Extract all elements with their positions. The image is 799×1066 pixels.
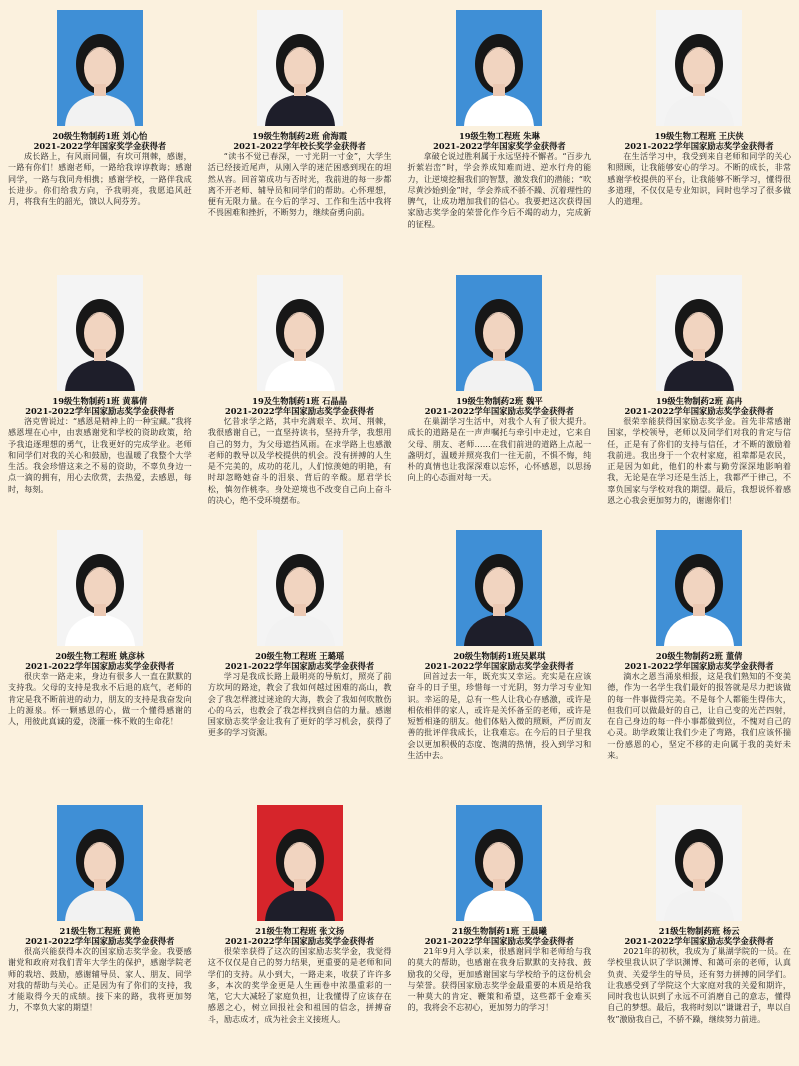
student-name: 19级生物制药2班 魏平 <box>456 396 543 406</box>
student-photo-11 <box>456 530 542 646</box>
student-award: 2021-2022学年国家励志奖学金获得者 <box>624 406 774 416</box>
student-award: 2021-2022学年国家励志奖学金获得者 <box>225 661 375 671</box>
student-award: 2021-2022学年国家励志奖学金获得者 <box>25 661 175 671</box>
student-photo-5 <box>57 275 143 391</box>
student-award: 2021-2022学年国家奖学金获得者 <box>33 141 167 151</box>
student-award: 2021-2022学年国家励志奖学金获得者 <box>624 936 774 946</box>
student-statement: 很高兴能获得本次的国家励志奖学金。我要感谢党和政府对我们青年大学生的保护，感谢学院老师的栽培、鼓励，感谢辅导员、家人、朋友、同学对我的帮助与关心。正是因为有了你们的支持，我才能取得今天的成绩。接下来的路，我将更加努力，不辜负大家的期望！ <box>8 946 192 1013</box>
student-award: 2021-2022学年国家励志奖学金获得者 <box>424 936 574 946</box>
student-photo-15 <box>456 805 542 921</box>
student-name: 20级生物制药2班 董倩 <box>655 651 743 661</box>
student-name: 19级生物制药2班 高冉 <box>655 396 743 406</box>
student-statement: 洛克曾说过：“感恩是精神上的一种宝藏。”我将感恩埋在心中，由衷感谢党和学校的资助政策，给予我追逐理想的勇气，让我更好的完成学业。老师和同学们对我的关心和鼓励，也温暖了我整个大学生活。我会珍惜这来之不易的资助，不辜负身边一点一滴的拥有，用心去欣赏，去热爱，去感恩，每时，每刻。 <box>8 416 192 494</box>
student-name: 20级生物制药1班 刘心怡 <box>52 131 148 141</box>
student-statement: 忆昔求学之路，其中充满艰辛、坎坷、荆棘，我很感谢自己，一直坚持读书，坚持升学，我想用自己的努力，为父母遮挡风雨。在求学路上也感激老师的教导以及学校提供的机会。没有拼搏的人生是不完美的，成功的花儿，人们惊羡她的明艳，有时却忽略她奋斗的泪泉、背后的辛酸。愿君学长松，慎勿作桃李。身处逆境也不改变自己向上奋斗的决心，绝不受环境摆布。 <box>207 416 392 506</box>
student-award: 2021-2022学年校长奖学金获得者 <box>233 141 366 151</box>
student-photo-2 <box>257 10 343 126</box>
student-photo-8 <box>656 275 742 391</box>
student-card <box>200 795 400 1066</box>
student-award: 2021-2022学年国家励志奖学金获得者 <box>25 406 175 416</box>
student-card <box>599 265 799 520</box>
student-statement: 回首过去一年，既充实又幸运。充实是在应该奋斗的日子里，珍惜每一寸光阴，努力学习专业知识。幸运的是，总有一些人让我心存感激，或许是相依相伴的家人，或许是关怀备至的老师，或许是短暂相逢的朋友。他们体贴入微的照顾，严厉而友善的批评伴我成长，让我难忘。在今后的日子里我会以更加积极的态度、饱满的热情，投入到学习和生活中去。 <box>407 671 592 761</box>
student-statement: 21年9月入学以来，很感谢同学和老师给与我的莫大的帮助，也感谢在我身后默默的支持我、鼓励我的父母，更加感谢国家与学校给予的这份机会与荣誉。获得国家励志奖学金最重要的本质是给我一种莫大的肯定、鞭策和希望，这些都千金难买的，我将会不忘初心，更加努力的学习！ <box>407 946 592 1013</box>
student-card <box>400 0 600 265</box>
student-photo-3 <box>456 10 542 126</box>
student-award: 2021-2022学年国家励志奖学金获得者 <box>424 661 574 671</box>
student-card <box>400 795 600 1066</box>
student-statement: 在巢湖学习生活中，对我个人有了很大提升。成长的道路是在一声声嘱托与牵引中走过，它来自父母、朋友、老师……在我们前进的道路上点起一盏明灯，温暖并照亮我们一往无前，不惧不悔，纯朴的真情也让我深深难以忘怀，心怀感恩，以思扬向上的心态面对每一天。 <box>407 416 592 483</box>
student-award: 2021-2022学年国家励志奖学金获得者 <box>624 661 774 671</box>
student-name: 20级生物工程班 姚彦林 <box>55 651 145 661</box>
student-photo-4 <box>656 10 742 126</box>
student-statement: 拿破仑说过胜利属于永远坚持不懈者。“百步九折萦岩峦”时，学会养成知难而进、逆水行舟的能力，让逆境挖掘我们的智慧，激发我们的潜能；“吹尽黄沙始到金”时，学会养成不骄不躁、沉着理性的脾气，让成功增加我们的信心。我要把这次获得国家励志奖学金的荣誉化作今后不竭的动力，完成新的征程。 <box>407 151 592 229</box>
student-statement: 很庆幸一路走来，身边有很多人一直在默默的支持我。父母的支持是我永不后退的底气，老师的肯定是我不断前进的动力，朋友的支持是我奋发向上的源泉。怀一颗感恩的心，做一个懂得感谢的人，用彼此真诚的爱，浇灌一株不败的生命花！ <box>8 671 192 727</box>
student-name: 19级生物制药2班 俞海霞 <box>252 131 348 141</box>
student-name: 21级生物工程班 张文扬 <box>255 926 345 936</box>
student-card <box>0 265 200 520</box>
student-statement: 成长路上，有风雨同僵，有坎可荆棘，感谢，一路有你们！感谢老师，一路给我谆谆教诲；感谢同学，一路与我同舟相携；感谢学校，一路伴我成长进步。你们给我方向，予我明亮，我愿追风赶月，将我有生的韶光，馈以人间芬芳。 <box>8 151 192 207</box>
student-photo-13 <box>57 805 143 921</box>
student-award: 2021-2022学年国家奖学金获得者 <box>433 141 566 151</box>
student-card <box>0 0 200 265</box>
student-photo-7 <box>456 275 542 391</box>
student-card <box>400 265 600 520</box>
student-photo-6 <box>257 275 343 391</box>
student-card <box>200 0 400 265</box>
student-name: 21级生物制药1班 王晨曦 <box>451 926 547 936</box>
student-photo-1 <box>57 10 143 126</box>
student-statement: 很荣幸获得了这次的国家励志奖学金，我觉得这不仅仅是自己的努力结果，更重要的是老师和同学们的支持。从小到大，一路走来，收获了许许多多，本次的奖学金更是人生画卷中浓墨重彩的一笔，它大大减轻了家庭负担，让我懂得了应该存在感恩之心，树立回报社会和祖国的信念，拼搏奋斗，励志成才，成为社会主义接班人。 <box>207 946 392 1024</box>
student-name: 20级生物工程班 王璐瑶 <box>255 651 345 661</box>
student-card <box>0 520 200 795</box>
student-name: 21级生物制药班 杨云 <box>658 926 740 936</box>
student-name: 20级生物制药1班吴累琪 <box>453 651 546 661</box>
student-card <box>599 520 799 795</box>
student-photo-9 <box>57 530 143 646</box>
student-card <box>200 520 400 795</box>
student-photo-16 <box>656 805 742 921</box>
student-statement: 在生活学习中，我受到来自老师和同学的关心和照顾，让我能够安心的学习。不断的成长，非常感谢学校提供的平台，让我能够不断学习，懂得很多道理，不仅仅是专业知识，同时也学习了很多做人的道理。 <box>607 151 791 207</box>
student-statement: 2021年的初秋，我成为了巢湖学院的一员。在学校里我认识了学识渊博、和蔼可亲的老师，认真负责、关爱学生的导员，还有努力拼搏的同学们。让我感受到了学院这个大家庭对我的关爱和期许，同时我也认识到了永远不可消磨自己的意志，懂得自己的梦想。最后，我将时刻以“谦谦君子，卑以自牧”激励我自己，不骄不躁，继续努力前进。 <box>607 946 791 1024</box>
student-card <box>599 0 799 265</box>
student-name: 19级生物制药1班 黄慕倩 <box>52 396 148 406</box>
student-photo-12 <box>656 530 742 646</box>
student-photo-14 <box>257 805 343 921</box>
student-name: 21级生物工程班 黄艳 <box>59 926 141 936</box>
student-card <box>0 795 200 1066</box>
student-statement: 滴水之恩当涌泉相报，这是我们熟知的不变美德，作为一名学生我们最好的报答就是尽力把该做的每一件事做得完美。不是每个人都能生得伟大，但我们可以做最好的自己，让自己变的光芒四射，在自己身边的每一件小事都做到位，不愧对自己的心灵。助学政策让我们少走了弯路，我们应该怀揣一份感恩的心，坚定不移的走向属于我的美好未来。 <box>607 671 791 761</box>
student-name: 19级生物工程班 朱琳 <box>458 131 540 141</box>
student-photo-10 <box>257 530 343 646</box>
student-award: 2021-2022学年国家励志奖学金获得者 <box>25 936 175 946</box>
student-award: 2021-2022学年国家励志奖学金获得者 <box>624 141 774 151</box>
student-card <box>599 795 799 1066</box>
student-statement: 很荣幸能获得国家励志奖学金。首先非常感谢国家，学校领导，老师以及同学们对我的肯定与信任，正是有了你们的支持与信任，才不断的激励着我前进。我出身于一个农村家庭，祖辈都是农民，正是因为如此，他们的朴素与勤劳深深地影响着我，无论是在学习还是生活上，我都严于律己，不辜负国家与学校对我的期望。最后，我想说怀着感恩之心我会更加努力的，谢谢你们！ <box>607 416 791 506</box>
student-award: 2021-2022学年国家励志奖学金获得者 <box>225 406 375 416</box>
student-card <box>400 520 600 795</box>
student-statement: “读书不觉已春深，一寸光阴一寸金”，大学生活已经接近尾声，从刚入学的迷茫困惑到现在的坦然从容。回首第成功与否时光，我前进的每一步都离不开老师、辅导员和同学们的帮助。心怀理想，便有无限力量。在今后的学习、工作和生活中我将不畏困难和挫折，不断努力，继续奋勇向前。 <box>207 151 392 218</box>
student-name: 19及生物制药1班 石晶晶 <box>252 396 348 406</box>
student-award: 2021-2022学年国家励志奖学金获得者 <box>225 936 375 946</box>
student-statement: 学习是我成长路上最明亮的导航灯，照亮了前方坎坷的路途，教会了我如何越过困难的高山，教会了我怎样渡过迷途的大海，教会了我如何吹散伤心的乌云，也教会了我怎样找到自信的力量。感谢国家励志奖学金让我有了更好的学习机会，获得了更多的学习资源。 <box>207 671 392 738</box>
student-award: 2021-2022学年国家励志奖学金获得者 <box>424 406 574 416</box>
student-name: 19级生物工程班 王庆侠 <box>654 131 744 141</box>
student-card <box>200 265 400 520</box>
